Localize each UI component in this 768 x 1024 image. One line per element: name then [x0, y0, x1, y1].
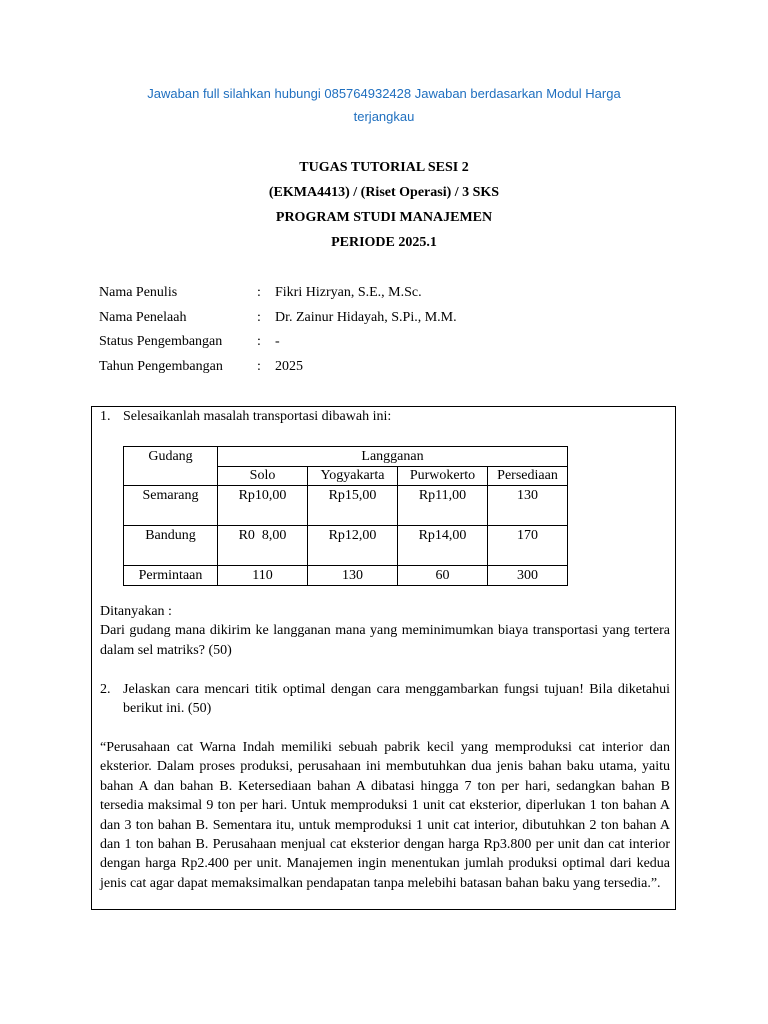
transport-table: [123, 446, 568, 586]
meta-label: Nama Penulis: [99, 285, 178, 301]
table-cell: 130: [308, 566, 398, 586]
question-text: Jelaskan cara mencari titik optimal dengan cara menggambarkan fungsi tujuan! Bila diketahui berikut ini. (50): [123, 682, 670, 717]
meta-colon: :: [257, 334, 261, 350]
heading-title: TUGAS TUTORIAL SESI 2: [299, 160, 469, 175]
heading-period: PERIODE 2025.1: [331, 235, 437, 250]
table-group-header: Langganan: [218, 447, 568, 467]
metadata-table: [99, 281, 457, 379]
table-cell: 110: [218, 566, 308, 586]
table-corner-header: Gudang: [124, 447, 218, 486]
meta-row-status: [99, 330, 457, 355]
document-heading: [0, 155, 768, 255]
meta-colon: :: [257, 358, 261, 374]
contact-notice: [110, 82, 658, 128]
meta-label: Nama Penelaah: [99, 309, 187, 325]
column-header: Purwokerto: [398, 466, 488, 486]
row-label: Bandung: [124, 526, 218, 566]
meta-label: Status Pengembangan: [99, 334, 223, 350]
table-cell: R0 8,00: [218, 526, 308, 566]
meta-row-author: [99, 281, 457, 306]
column-header: Yogyakarta: [308, 466, 398, 486]
heading-program: PROGRAM STUDI MANAJEMEN: [275, 210, 493, 225]
asked-text: Dari gudang mana dikirim ke langganan mana yang meminimumkan biaya transportasi yang tertera dalam sel matriks? (50): [100, 623, 670, 658]
table-cell: 60: [398, 566, 488, 586]
asked-label: Ditanyakan :: [100, 604, 172, 619]
table-cell: 170: [488, 526, 568, 566]
column-header: Persediaan: [488, 466, 568, 486]
heading-course: (EKMA4413) / (Riset Operasi) / 3 SKS: [268, 185, 500, 200]
meta-value: Fikri Hizryan, S.E., M.Sc.: [275, 285, 422, 301]
meta-row-reviewer: [99, 306, 457, 331]
column-header: Solo: [218, 466, 308, 486]
question-2: [100, 680, 670, 719]
question-1: [100, 407, 391, 426]
question-text: Selesaikanlah masalah transportasi dibawah ini:: [123, 409, 392, 424]
table-row: [124, 486, 568, 526]
meta-colon: :: [257, 285, 261, 301]
table-cell: Rp11,00: [398, 486, 488, 526]
questions-box: [91, 406, 676, 910]
row-label: Permintaan: [124, 566, 218, 586]
row-label: Semarang: [124, 486, 218, 526]
table-cell: Rp14,00: [398, 526, 488, 566]
meta-colon: :: [257, 309, 261, 325]
table-cell: 300: [488, 566, 568, 586]
table-row: [124, 566, 568, 586]
table-cell: Rp15,00: [308, 486, 398, 526]
meta-value: -: [275, 334, 280, 350]
table-cell: Rp10,00: [218, 486, 308, 526]
case-paragraph: “Perusahaan cat Warna Indah memiliki sebuah pabrik kecil yang memproduksi cat interior dan eksterior. Dalam proses produksi, perusahaan ini membutuhkan dua jenis bahan baku utama, yaitu bahan A dan bahan B. Ketersediaan bahan A dibatasi hingga 7 ton per hari, sedangkan bahan B tersedia maksimal 9 ton per hari. Untuk memproduksi 1 unit cat eksterior, diperlukan 1 ton bahan A dan 3 ton bahan B. Sementara itu, untuk memproduksi 1 unit cat interior, dibutuhkan 2 ton bahan A dan 1 ton bahan B. Perusahaan menjual cat eksterior dengan harga Rp3.800 per unit dan cat interior dengan harga Rp2.400 per unit. Manajemen ingin menentukan jumlah produksi optimal dari kedua jenis cat agar dapat memaksimalkan pendapatan tanpa melebihi batasan bahan baku yang tersedia.”.: [100, 740, 670, 891]
asked-section: [100, 602, 670, 660]
table-row: [124, 526, 568, 566]
notice-line-1: Jawaban full silahkan hubungi 085764932428 Jawaban berdasarkan Modul Harga: [147, 86, 621, 101]
meta-value: Dr. Zainur Hidayah, S.Pi., M.M.: [275, 309, 457, 325]
table-cell: Rp12,00: [308, 526, 398, 566]
table-cell: 130: [488, 486, 568, 526]
question-number: 1.: [100, 409, 111, 424]
question-number: 2.: [100, 682, 111, 697]
notice-line-2: terjangkau: [353, 109, 415, 124]
meta-row-year: [99, 355, 457, 380]
meta-value: 2025: [275, 358, 303, 374]
meta-label: Tahun Pengembangan: [99, 358, 223, 374]
